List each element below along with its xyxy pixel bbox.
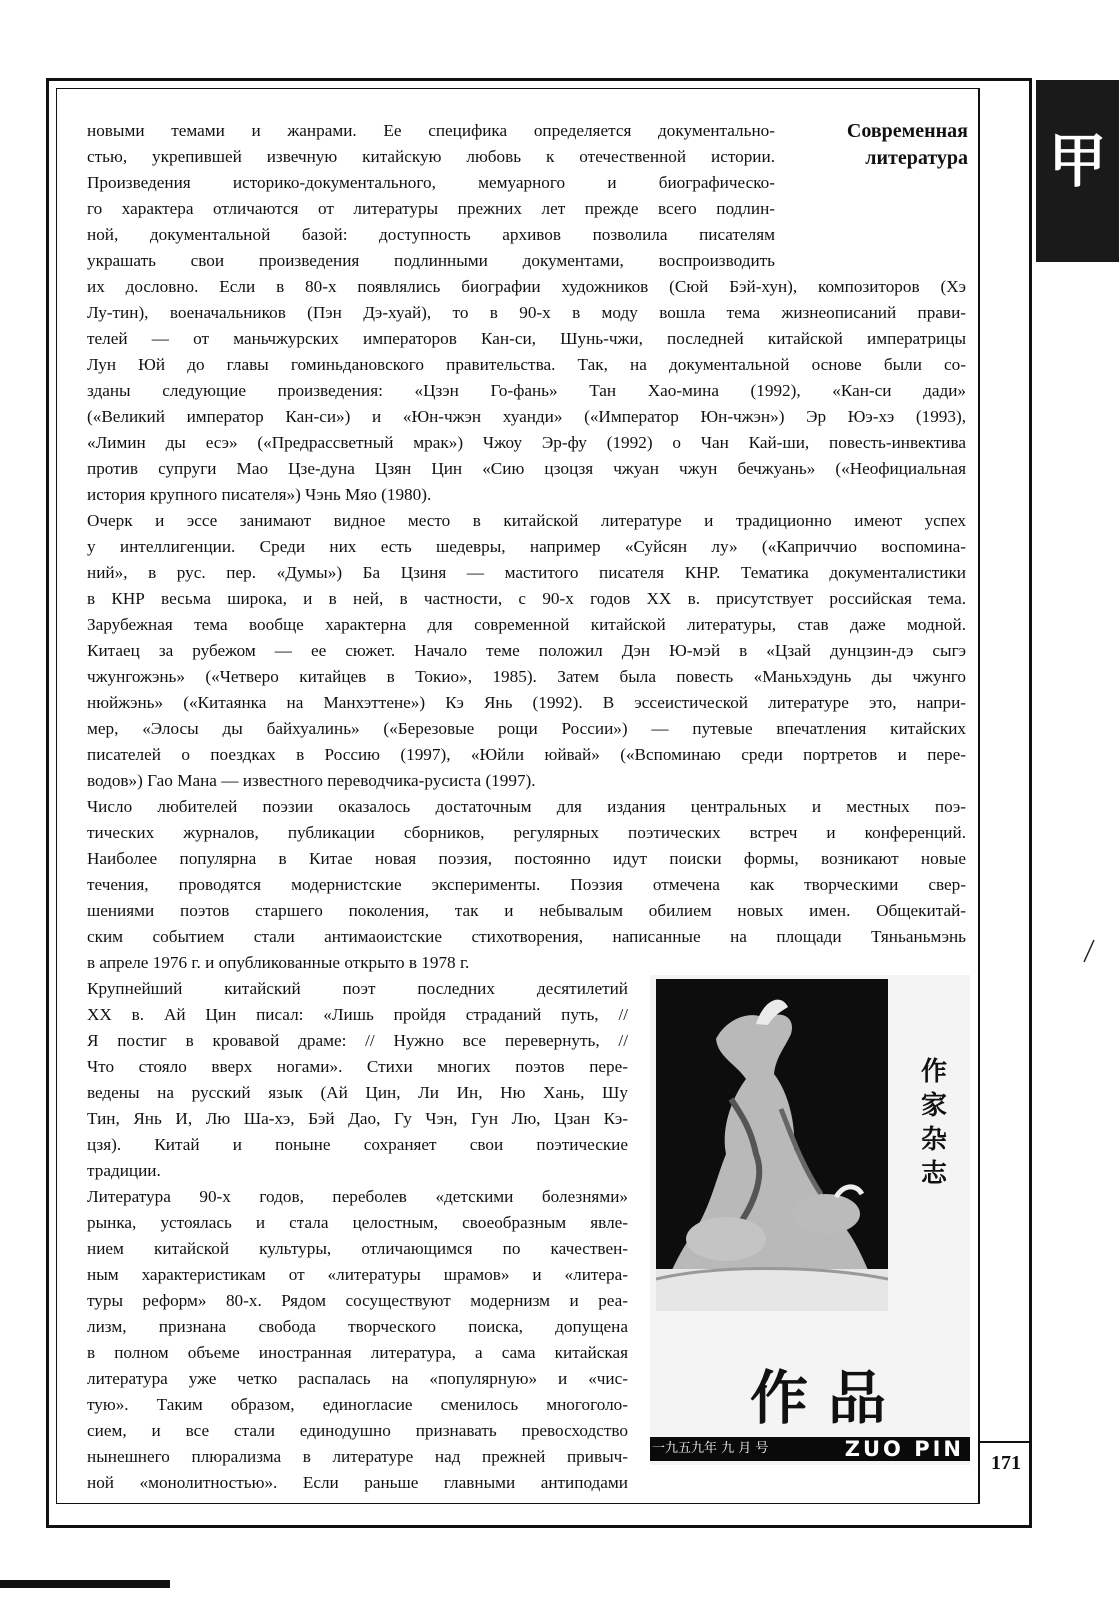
text-line: их дословно. Если в 80-х появлялись биографии художников (Сюй Бэй-хун), композиторов (Хэ (87, 277, 966, 296)
text-line: «Лимин ды есэ» («Предрассветный мрак») Чжоу Эр-фу (1992) о Чан Кай-ши, повесть-инвектива (87, 433, 966, 452)
cover-logo: ZUO PIN (844, 1437, 964, 1461)
text-line: Произведения историко-документального, мемуарного и биографическо- (87, 173, 775, 192)
text-line: ведены на русский язык (Ай Цин, Ли Ин, Ню Хань, Шу (87, 1083, 628, 1102)
text-line: Число любителей поэзии оказалось достаточным для издания центральных и местных поэ- (87, 797, 966, 816)
frame-divider (978, 88, 980, 1504)
margin-mark (1082, 938, 1096, 964)
text-line: ским событием стали антимаоистские стихотворения, написанные на площади Тяньаньмэнь (87, 927, 966, 946)
text-line: у интеллигенции. Среди них есть шедевры, например «Суйсян лу» («Каприччио воспомина- (87, 537, 966, 556)
text-line: традиции. (87, 1161, 161, 1180)
text-line: рынка, устоялась и стала целостным, своеобразным явле- (87, 1213, 628, 1232)
text-line: Что стояло вверх ногами». Стихи многих поэтов пере- (87, 1057, 628, 1076)
cover-vertical-title: 作家杂志 (920, 1057, 947, 1189)
text-line: шениями поэтов старшего поколения, так и небывалым обилием новых имен. Общекитай- (87, 901, 966, 920)
text-line: Лун Юй до главы гоминьдановского правительства. Так, на документальной основе были со- (87, 355, 966, 374)
text-line: цзя). Китай и поныне сохраняет свои поэтические (87, 1135, 628, 1154)
text-line: история крупного писателя») Чэнь Мяо (1980). (87, 485, 432, 504)
text-line: нием китайской культуры, отличающимся по качествен- (87, 1239, 628, 1258)
magazine-cover-image (650, 975, 970, 1465)
text-line: в полном объеме иностранная литература, а сама китайская (87, 1343, 628, 1362)
text-line: мер, «Элосы ды байхуалинь» («Березовые рощи России») — путевые впечатления китайских (87, 719, 966, 738)
text-line: нюйжэнь» («Китаянка на Манхэттене») Кэ Янь (1992). В эссеистической литературе это, напри- (87, 693, 966, 712)
text-line: Я постиг в кровавой драме: // Нужно все перевернуть, // (87, 1031, 628, 1050)
text-line: сием, и все стали единодушно признавать превосходство (87, 1421, 628, 1440)
page-number-divider (978, 1441, 1032, 1443)
text-line: тую». Таким образом, единогласие сменилось многоголо- (87, 1395, 628, 1414)
text-line: водов») Гао Мана — известного переводчика-русиста (1997). (87, 771, 536, 790)
section-title-line: литература (865, 147, 968, 169)
sculpture-illustration (656, 979, 888, 1311)
text-line: Литература 90-х годов, переболев «детскими болезнями» (87, 1187, 628, 1206)
text-line: против супруги Мао Цзе-дуна Цзян Цин «Сию цзоцзя чжуан чжун бечжуань» («Неофициальная (87, 459, 966, 478)
text-line: течения, проводятся модернистские эксперименты. Поэзия отмечена как творческими свер- (87, 875, 966, 894)
text-line: писателей о поездках в Россию (1997), «Юйли юйвай» («Вспоминаю среди портретов и пере- (87, 745, 966, 764)
text-line: нынешнего плюрализма в литературе над прежней привыч- (87, 1447, 628, 1466)
text-line: в КНР весьма широка, и в ней, в частности, с 90-х годов XX в. присутствует российская тема. (87, 589, 966, 608)
text-line: Зарубежная тема вообще характерна для современной китайской литературы, став даже модной. (87, 615, 966, 634)
cover-footer-strip (650, 1437, 970, 1461)
cover-calligraphy-title: 作品 (750, 1364, 907, 1432)
text-line: ной, документальной базой: доступность архивов позволила писателям (87, 225, 775, 244)
chapter-glyph: 甲 (1048, 127, 1107, 195)
text-line: новыми темами и жанрами. Ее специфика определяется документально- (87, 121, 775, 140)
text-line: ний», в рус. пер. «Думы») Ба Цзиня — маститого писателя КНР. Тематика документалистики (87, 563, 966, 582)
text-line: Лу-тин), военачальников (Пэн Дэ-хуай), то в 90-х в моду вошла тема жизнеописаний прави- (87, 303, 966, 322)
section-title-line: Современная (846, 120, 968, 142)
text-line: XX в. Ай Цин писал: «Лишь пройдя страданий путь, // (87, 1005, 628, 1024)
text-line: чжунгожэнь» («Четверо китайцев в Токио», 1985). Затем была повесть «Маньхэдунь ды чжунго (87, 667, 966, 686)
text-line: тических журналов, публикации сборников, регулярных поэтических встреч и конференций. (87, 823, 966, 842)
text-line: ным характеристикам от «литературы шрамов» и «литера- (87, 1265, 628, 1284)
text-line: Наиболее популярна в Китае новая поэзия, постоянно идут поиски формы, возникают новые (87, 849, 966, 868)
text-line: стью, укрепившей извечную китайскую любовь к отечественной истории. (87, 147, 775, 166)
cover-sculpture-art (656, 979, 888, 1311)
text-line: Китаец за рубежом — ее сюжет. Начало теме положил Дэн Ю-мэй в «Цзай дунцзин-дэ сыгэ (87, 641, 966, 660)
page-number: 171 (991, 1452, 1021, 1474)
text-line: лизм, признана свобода творческого поиска, допущена (87, 1317, 628, 1336)
text-line: ной «монолитностью». Если раньше главными антиподами (87, 1473, 628, 1492)
cover-issue-date: 一九五九年 九 月 号 (652, 1441, 769, 1456)
text-line: украшать свои произведения подлинными документами, воспроизводить (87, 251, 775, 270)
text-line: го характера отличаются от литературы прежних лет прежде всего подлин- (87, 199, 775, 218)
text-line: зданы следующие произведения: «Цзэн Го-фань» Тан Хао-мина (1992), «Кан-си дади» (87, 381, 966, 400)
text-line: Крупнейший китайский поэт последних десятилетий (87, 979, 628, 998)
text-line: литература уже четко распалась на «популярную» и «чис- (87, 1369, 628, 1388)
text-line: в апреле 1976 г. и опубликованные открыто в 1978 г. (87, 953, 470, 972)
text-line: телей — от маньчжурских императоров Кан-си, Шунь-чжи, последней китайской императрицы (87, 329, 966, 348)
section-title (800, 118, 968, 172)
scan-edge-mark (0, 1580, 170, 1588)
text-line: («Великий император Кан-си») и «Юн-чжэн хуанди» («Император Юн-чжэн») Эр Юэ-хэ (1993), (87, 407, 966, 426)
chapter-tab (1036, 80, 1119, 262)
text-line: туры реформ» 80-х. Рядом сосуществуют модернизм и реа- (87, 1291, 628, 1310)
text-line: Очерк и эссе занимают видное место в китайской литературе и традиционно имеют успех (87, 511, 966, 530)
text-line: Тин, Янь И, Лю Ша-хэ, Бэй Дао, Гу Чэн, Гун Лю, Цзан Кэ- (87, 1109, 628, 1128)
